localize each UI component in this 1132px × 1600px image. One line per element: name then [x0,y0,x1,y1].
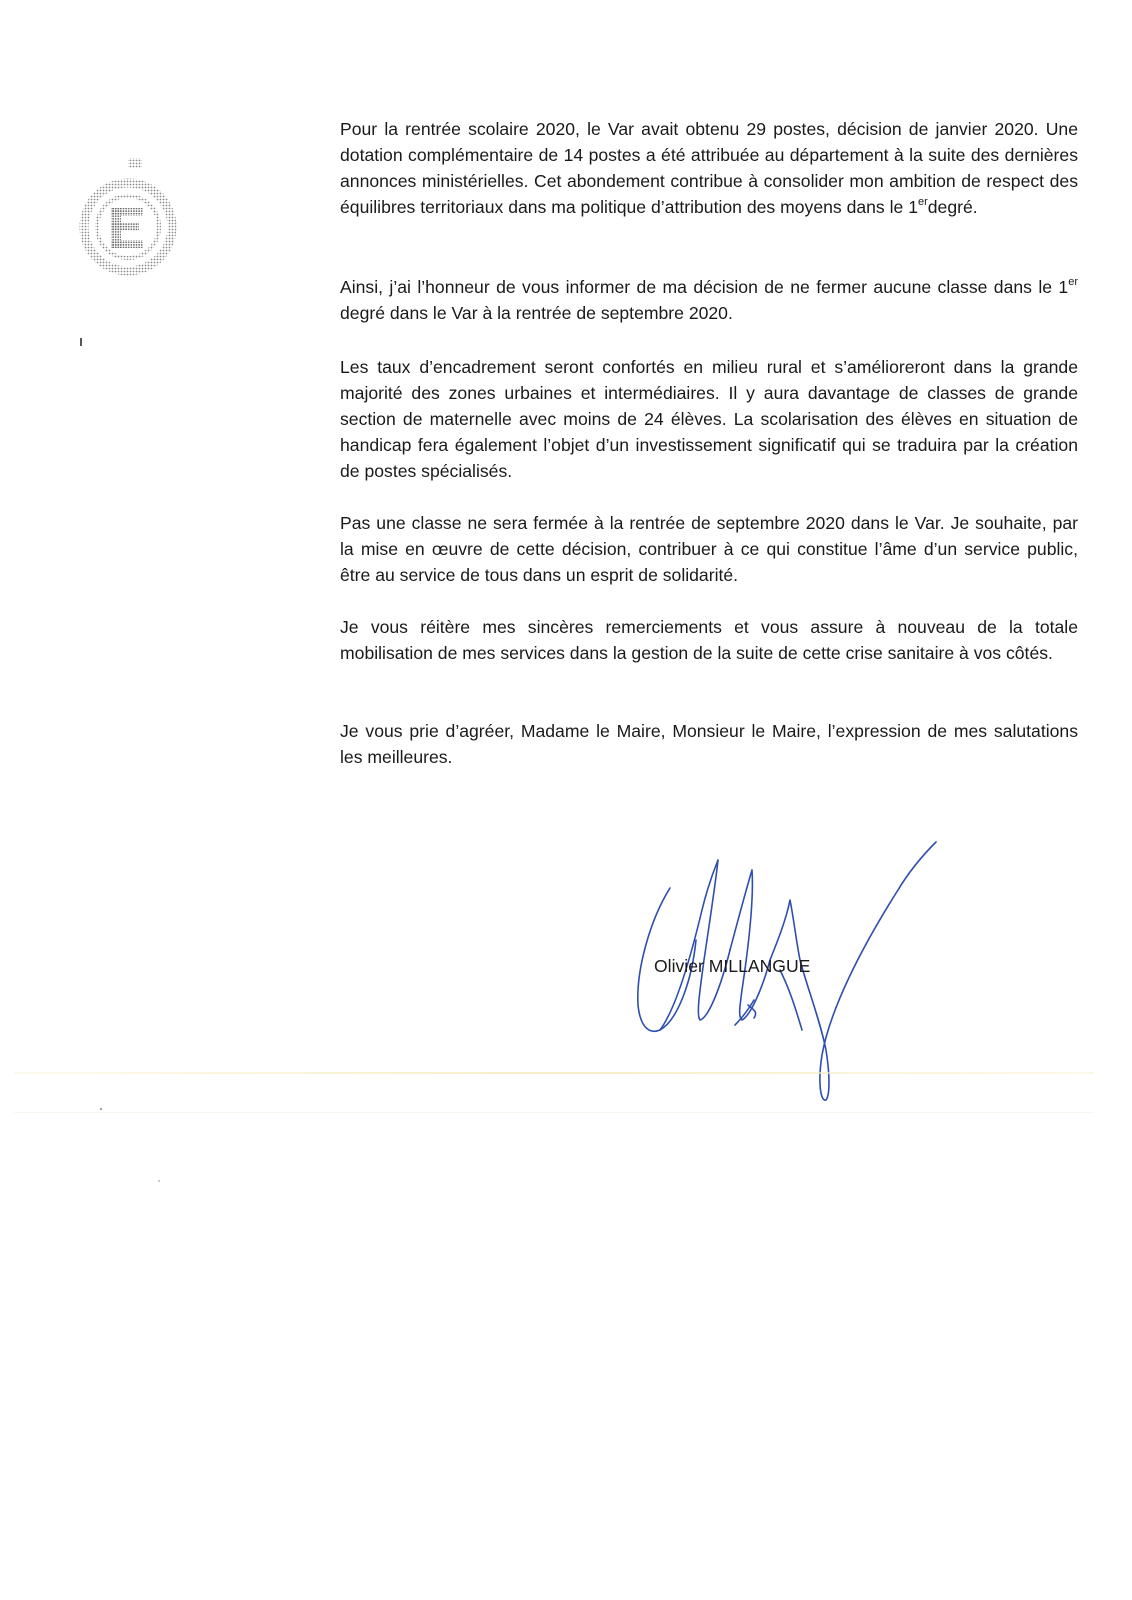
paragraph-1-text: Pour la rentrée scolaire 2020, le Var avait obtenu 29 postes, décision de janvier 2020. Une dotation complémentaire de 14 postes a été attribuée au département à la suite des dernières annonces ministérielles. Cet abondement contribue à consolider mon ambition de respect des équilibres territoriaux dans ma politique d’attribution des moyens dans le 1 [340,119,1078,217]
paragraph-2 [340,274,1078,326]
signatory-name: Olivier MILLANGUE [654,956,811,976]
paragraph-2-text: Ainsi, j’ai l’honneur de vous informer de ma décision de ne fermer aucune classe dans le 1 [340,277,1069,297]
paragraph-1-text-end: degré. [927,197,978,217]
scan-speck [158,1180,160,1182]
paragraph-4-text: Pas une classe ne sera fermée à la rentrée de septembre 2020 dans le Var. Je souhaite, par la mise en œuvre de cette décision, contribuer à ce qui constitue l’âme d’un service public, être au service de tous dans un esprit de solidarité. [340,513,1078,585]
paragraph-1 [340,116,1078,220]
paragraph-1-superscript: er [917,196,928,209]
handwritten-signature [630,840,950,1120]
paragraph-6 [340,718,1078,770]
paragraph-5-text: Je vous réitère mes sincères remerciements et vous assure à nouveau de la totale mobilisation de mes services dans la gestion de la suite de cette crise sanitaire à vos côtés. [340,617,1078,663]
paragraph-2-superscript: er [1068,276,1078,289]
paragraph-2-text-end: degré dans le Var à la rentrée de septembre 2020. [340,303,733,323]
paragraph-6-text: Je vous prie d’agréer, Madame le Maire, Monsieur le Maire, l’expression de mes salutations les meilleures. [340,721,1078,767]
education-nationale-e-logo-icon [78,150,178,280]
paragraph-3 [340,354,1078,484]
scan-speck [100,1108,102,1110]
margin-mark [80,338,82,346]
paragraph-5 [340,614,1078,666]
paragraph-3-text: Les taux d’encadrement seront confortés en milieu rural et s’amélioreront dans la grande majorité des zones urbaines et intermédiaires. Il y aura davantage de classes de grande section de maternelle avec moins de 24 élèves. La scolarisation des élèves en situation de handicap fera également l’objet d’un investissement significatif qui se traduira par la création de postes spécialisés. [340,357,1078,481]
scan-faint-line [14,1112,1094,1113]
scan-fold-line [14,1072,1094,1074]
paragraph-4 [340,510,1078,588]
